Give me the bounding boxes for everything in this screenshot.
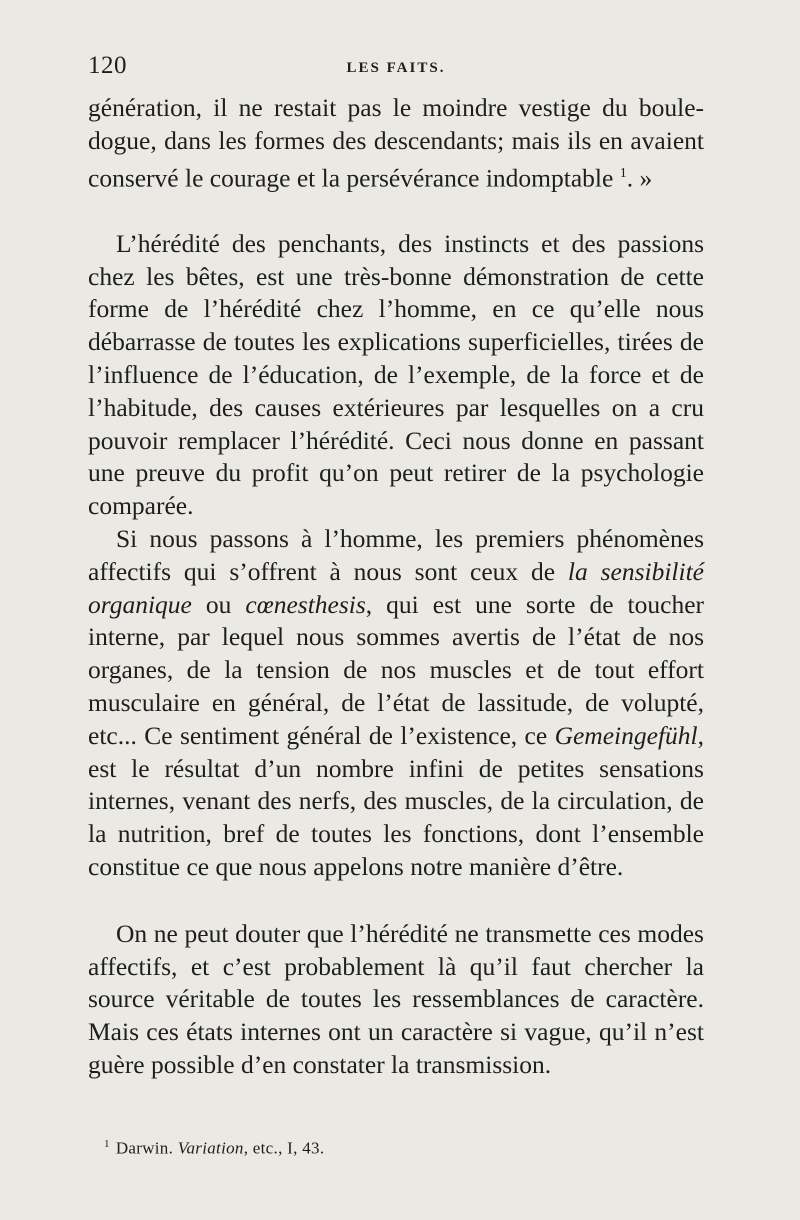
- footnote-marker: 1: [104, 1138, 110, 1150]
- footnote-author: Darwin.: [115, 1138, 178, 1158]
- paragraph-1: [88, 92, 704, 195]
- paragraph-3-text-d: , est le résultat d’un nombre infini de petites sensations internes, venant des nerfs, des muscles, de la circulation, de la nutrition, bref de toutes les fonctions, dont l’ensemble constitue ce que nous appelons notre manière d’être.: [88, 720, 704, 882]
- term-gemeingefuhl: Gemeingefühl: [554, 720, 698, 750]
- running-title: LES FAITS.: [346, 60, 446, 76]
- footnote-reference: 1: [619, 165, 627, 181]
- term-sensibilite-organique: la sensibilité organique: [88, 556, 704, 619]
- page-header: [88, 52, 704, 88]
- footnote: [104, 1138, 324, 1159]
- paragraph-1-closing: . »: [626, 163, 653, 193]
- footnote-rest: , etc., I, 43.: [243, 1138, 325, 1158]
- term-coenesthesis: cœnesthesis: [245, 589, 366, 619]
- paragraph-1-text: génération, il ne restait pas le moindre vestige du boule-dogue, dans les formes des descendants; mais ils en avaient conservé le courage et la persévérance indomptable: [88, 93, 704, 193]
- paragraph-4: On ne peut douter que l’hérédité ne transmette ces modes affectifs, et c’est probablement là qu’il faut chercher la source véritable de toutes les ressemblances de caractère. Mais ces états internes ont un caractère si vague, qu’il n’est guère possible d’en constater la transmission.: [88, 918, 704, 1080]
- paragraph-3-text-b: ou: [191, 589, 246, 619]
- page-number: 120: [88, 52, 127, 79]
- paragraph-2: L’hérédité des penchants, des instincts et des passions chez les bêtes, est une très-bonne démonstration de cette forme de l’hérédité chez l’homme, en ce qu’elle nous débarrasse de toutes les explications superficielles, tirées de l’influence de l’éducation, de l’exemple, de la force et de l’habitude, des causes extérieures par lesquelles on a cru pouvoir remplacer l’hérédité. Ceci nous donne en passant une preuve du profit qu’on peut retirer de la psychologie comparée.: [88, 228, 704, 521]
- body-text: [88, 92, 704, 1082]
- paragraph-3: [88, 523, 704, 884]
- paragraph-3-text-c: , qui est une sorte de toucher interne, par lequel nous sommes avertis de l’état de nos organes, de la tension de nos muscles et de tout effort musculaire en général, de l’état de lassitude, de volupté, etc... Ce sentiment général de l’existence, ce: [88, 589, 704, 750]
- paragraph-3-text-a: Si nous passons à l’homme, les premiers phénomènes affectifs qui s’offrent à nous sont ceux de: [88, 524, 704, 586]
- footnote-title: Variation: [177, 1138, 244, 1158]
